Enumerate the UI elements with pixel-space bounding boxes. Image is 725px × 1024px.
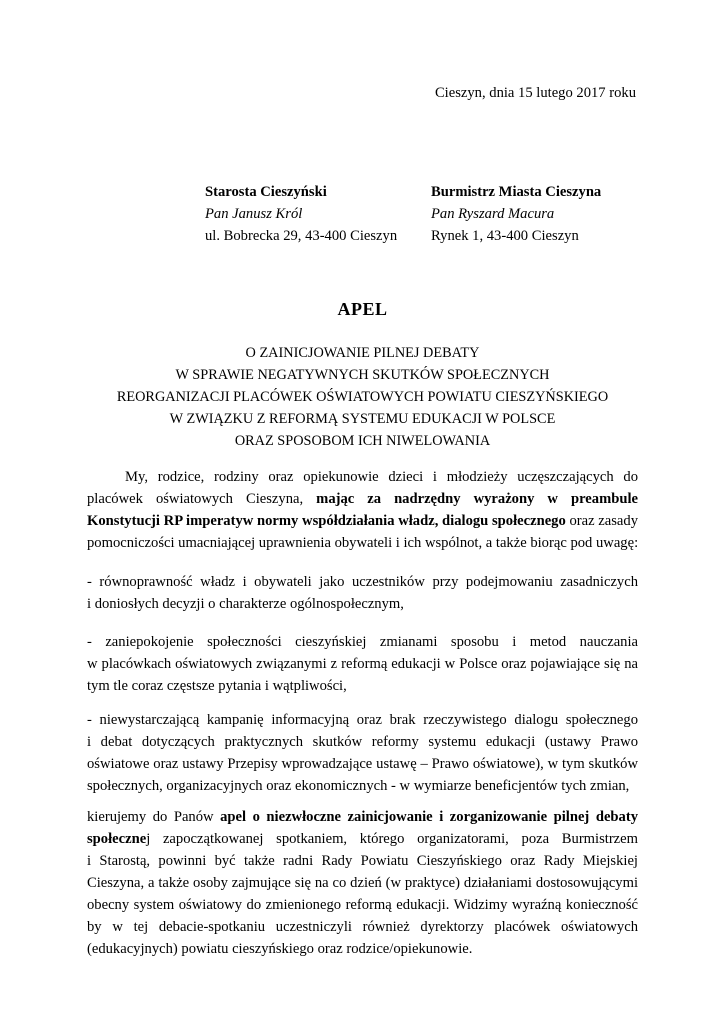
point-paragraph — [87, 709, 638, 797]
bold-text-run: apel o niezwłoczne zainicjowanie i zorganizowanie pilnej debaty — [220, 809, 638, 825]
paragraph-line: - zaniepokojenie społeczności cieszyńskiej zmianami sposobu i metod nauczania — [87, 634, 638, 650]
bold-text-run: mając za nadrzędny wyrażony w preambule — [316, 491, 638, 507]
paragraph-line: tym tle coraz częstsze pytania i wątpliwości, — [87, 678, 347, 694]
paragraph-line: i doniosłych decyzji o charakterze ogólnospołecznym, — [87, 596, 404, 612]
text-run: kierujemy do Panów — [87, 809, 221, 825]
paragraph-line — [87, 488, 638, 510]
paragraph-line: społecznych, organizacyjnych oraz ekonomicznych - w wymiarze beneficjentów tych zmian, — [87, 778, 630, 794]
recipient-person: Pan Janusz Król — [205, 206, 303, 222]
recipient-burmistrz — [431, 181, 601, 247]
document-subtitle — [0, 342, 725, 452]
paragraph-line: (edukacyjnych) powiatu cieszyńskiego oraz rodzice/opiekunowie. — [87, 941, 473, 957]
paragraph-line — [87, 510, 638, 532]
recipient-address: Rynek 1, 43-400 Cieszyn — [431, 228, 579, 244]
paragraph-line: Cieszyna, a także osoby zajmujące się na co dzień (w praktyce) działaniami dostosowującymi — [87, 875, 638, 891]
recipient-title: Starosta Cieszyński — [205, 184, 327, 200]
text-run: oraz zasady — [565, 513, 638, 529]
subtitle-line: W ZWIĄZKU Z REFORMĄ SYSTEMU EDUKACJI W POLSCE — [169, 411, 556, 427]
subtitle-line: O ZAINICJOWANIE PILNEJ DEBATY — [245, 345, 480, 361]
paragraph-line: i debat dotyczących praktycznych skutków reformy systemu edukacji (ustawy Prawo — [87, 734, 638, 750]
text-run: j zapoczątkowanej spotkaniem, którego organizatorami, poza Burmistrzem — [146, 831, 638, 847]
paragraph-line — [87, 828, 638, 850]
paragraph-line: - niewystarczającą kampanię informacyjną oraz brak rzeczywistego dialogu społecznego — [87, 712, 638, 728]
paragraph-line: oświatowe oraz ustawy Przepisy wprowadzające ustawę – Prawo oświatowe), w tym skutków — [87, 756, 638, 772]
subtitle-line: W SPRAWIE NEGATYWNYCH SKUTKÓW SPOŁECZNYCH — [175, 367, 550, 383]
recipient-person: Pan Ryszard Macura — [431, 206, 555, 222]
recipient-title: Burmistrz Miasta Cieszyna — [431, 184, 602, 200]
conclusion-paragraph — [87, 806, 638, 960]
paragraph-line: w placówkach oświatowych związanymi z reformą edukacji w Polsce oraz pojawiające się na — [87, 656, 638, 672]
paragraph-line: - równoprawność władz i obywateli jako uczestników przy podejmowaniu zasadniczych — [87, 574, 638, 590]
paragraph-line: pomocniczości umacniającej uprawnienia obywateli i ich wspólnot, a także biorąc pod uwagę: — [87, 535, 639, 551]
paragraph-line: by w tej debacie-spotkaniu uczestniczyli również dyrektorzy placówek oświatowych — [87, 919, 638, 935]
subtitle-line: ORAZ SPOSOBOM ICH NIWELOWANIA — [234, 433, 491, 449]
bold-text-run: Konstytucji RP imperatyw normy współdziałania władz, dialogu społecznego — [87, 513, 566, 529]
recipient-address: ul. Bobrecka 29, 43-400 Cieszyn — [205, 228, 398, 244]
intro-paragraph — [87, 466, 638, 554]
bold-text-run: społeczne — [87, 831, 147, 847]
point-paragraph — [87, 631, 638, 697]
paragraph-line — [87, 806, 638, 828]
text-run: placówek oświatowych Cieszyna, — [87, 491, 317, 507]
paragraph-line: obecny system oświatowy do zmienionego reformą edukacji. Widzimy wyraźną konieczność — [87, 897, 638, 913]
subtitle-line: REORGANIZACJI PLACÓWEK OŚWIATOWYCH POWIATU CIESZYŃSKIEGO — [116, 389, 609, 405]
recipient-starosta — [205, 181, 397, 247]
paragraph-line: i Starostą, powinni być także radni Rady Powiatu Cieszyńskiego oraz Rady Miejskiej — [87, 853, 638, 869]
paragraph-line: My, rodzice, rodziny oraz opiekunowie dzieci i młodzieży uczęszczających do — [125, 469, 638, 485]
letter-date: Cieszyn, dnia 15 lutego 2017 roku — [434, 85, 636, 101]
document-title: APEL — [337, 299, 388, 319]
point-paragraph — [87, 571, 638, 615]
